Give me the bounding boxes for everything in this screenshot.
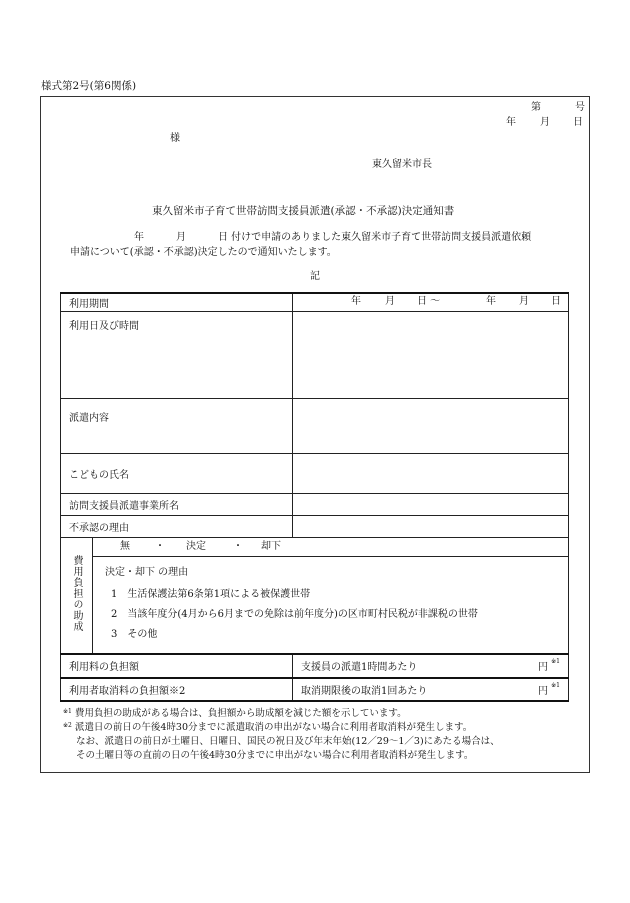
body-month: 月 (176, 232, 186, 243)
issuer: 東久留米市長 (372, 159, 432, 170)
period-label: 利用期間 (61, 293, 293, 311)
form-label: 様式第2号(第6関係) (41, 80, 137, 92)
body-line1: 日 付けで申請のありました東久留米市子育て世帯訪問支援員派遣依頼 (218, 232, 532, 243)
note-2-line2: なお、派遣日の前日が土曜日、日曜日、国民の祝日及び年末年始(12／29～1／3)にあたる場合は、 (76, 736, 500, 747)
note-2-line3: その土曜日等の直前の日の午後4時30分までに申出がない場合に利用者取消料が発生します。 (76, 750, 474, 761)
fee-label: 利用料の負担額 (61, 654, 293, 678)
content-label: 派遣内容 (61, 398, 293, 453)
cancel-row-value: 取消期限後の取消1回あたり 円 $^{※1}$ (293, 678, 569, 701)
fee-desc: 支援員の派遣1時間あたり (301, 662, 418, 673)
details-table (60, 292, 569, 702)
child-name-label: こどもの氏名 (61, 453, 293, 493)
reject-reason-label: 不承認の理由 (61, 515, 293, 537)
datetime-label: 利用日及び時間 (61, 311, 293, 398)
body-line2: 申請について(承認・不承認)決定したので通知いたします。 (70, 247, 337, 258)
reason-3: 3 その他 (111, 628, 158, 640)
office-label: 訪問支援員派遣事業所名 (61, 493, 293, 515)
subsidy-content (93, 537, 569, 654)
fee-row-value: 支援員の派遣1時間あたり 円 $^{※1}$ (293, 654, 569, 678)
date-year: 年 (506, 117, 516, 128)
number-suffix: 号 (575, 102, 585, 113)
subsidy-label-cell (61, 537, 93, 654)
addressee-honorific: 様 (170, 133, 180, 144)
reject-reason-value (293, 515, 569, 537)
datetime-value (293, 311, 569, 398)
ki-label: 記 (310, 271, 320, 282)
body-year: 年 (134, 232, 144, 243)
office-value (293, 493, 569, 515)
note-1: $^{※1}$ 費用負担の助成がある場合は、負担額から助成額を減じた額を示しています。 (63, 708, 407, 719)
child-name-value (293, 453, 569, 493)
document-title: 東久留米市子育て世帯訪問支援員派遣(承認・不承認)決定通知書 (152, 205, 455, 217)
subsidy-options: 無 ・ 決定 ・ 却下 (93, 538, 568, 557)
cancel-label: 利用者取消料の負担額※2 (61, 678, 293, 701)
note-2-line1: $^{※2}$ 派遣日の前日の午後4時30分までに派遣取消の申出がない場合に利用者取消料が発生します。 (63, 722, 473, 733)
content-value (293, 398, 569, 453)
reason-title: 決定・却下 の理由 (105, 566, 189, 578)
reason-1: 1 生活保護法第6条第1項による被保護世帯 (111, 588, 311, 600)
date-day: 日 (573, 117, 583, 128)
period-value: 年 月 日 ～ 年 月 日 (293, 293, 569, 311)
subsidy-label: 費用負担の助成 (71, 555, 82, 632)
number-prefix: 第 (531, 102, 541, 113)
cancel-desc: 取消期限後の取消1回あたり (301, 685, 428, 697)
reason-2: 2 当該年度分(4月から6月までの免除は前年度分)の区市町村民税が非課税の世帯 (111, 608, 478, 620)
date-month: 月 (540, 117, 550, 128)
